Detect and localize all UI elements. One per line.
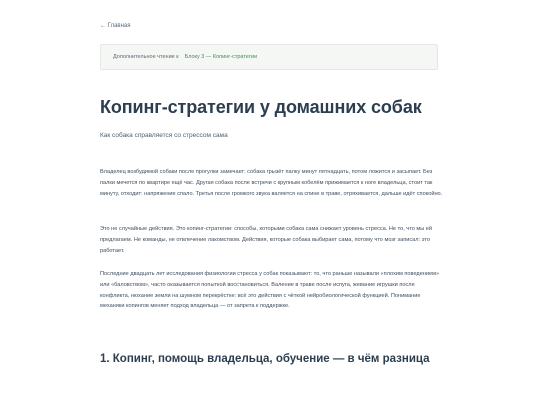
further-reading-box [100, 44, 438, 70]
back-to-home-link[interactable]: ← Главная [100, 23, 131, 29]
article-paragraph: Это не случайные действия. Это копинг-стратегии: способы, которыми собака сама снижает уровень стресса. Не то, что мы ей предлагаем. Не команды, не отвлечение лакомством. Действия, которые собака выбирает сама, потому что мозг записал: это работает. [100, 226, 433, 254]
page-title: Копинг-стратегии у домашних собак [100, 97, 422, 117]
section-heading: 1. Копинг, помощь владельца, обучение — в чём разница [100, 353, 430, 365]
article-paragraph: Последние двадцать лет исследования физиологии стресса у собак показывают: то, что раньше называли «плохим поведением» или «баловством», часто оказывается попыткой восстановиться. Валение в траве после испуга, жевание игрушки после конфликта, нюхание земли на шумном перекрёстке: всё это действия с чёткой нейробиологической функцией. Понимание механики копингов меняет подход владельца — от запрета к поддержке. [100, 271, 440, 310]
further-reading-prefix: Дополнительное чтение к [113, 53, 179, 60]
page-subtitle: Как собака справляется со стрессом сама [100, 132, 228, 139]
article-paragraph: Владелец возбудимой собаки после прогулки замечает: собака грызёт палку минут пятнадцать, потом ложится и засыпает. Без палки мечется по квартире ещё час. Другая собака после встречи с крупным кобелём прижимается к ноге владельца, стоит так минуту, отходит: напряжение спало. Третья после громкого звука валяется на спине в траве, отряхивается, дальше идёт спокойно. [100, 169, 443, 197]
further-reading-link[interactable]: Блоку 3 — Копинг-стратегии [184, 53, 258, 60]
